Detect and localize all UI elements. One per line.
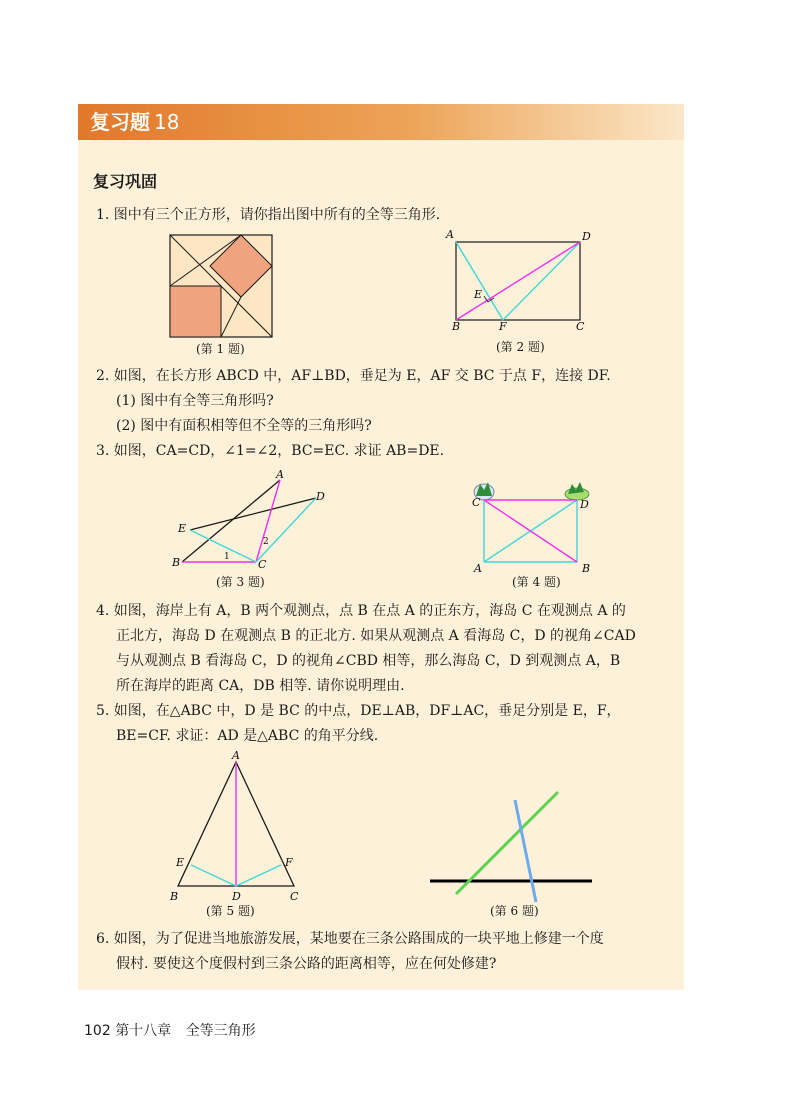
- fig1-small-square: [170, 286, 221, 337]
- fig5-label-A: A: [232, 749, 240, 762]
- fig3-label-angle2: 2: [263, 537, 269, 547]
- problem-2-part-1: (1) 图中有全等三角形吗?: [116, 393, 274, 409]
- problem-3-text: 3. 如图，CA=CD，∠1=∠2，BC=EC. 求证 AB=DE.: [96, 443, 445, 459]
- caption-fig1: (第 1 题): [196, 342, 245, 356]
- fig5-label-C: C: [290, 890, 299, 903]
- problem-4-line-1: 4. 如图，海岸上有 A，B 两个观测点，点 B 在点 A 的正东方，海岛 C 在观测点 A 的: [96, 603, 626, 619]
- page-footer: [84, 1022, 256, 1040]
- problem-6-line-1: 6. 如图，为了促进当地旅游发展，某地要在三条公路围成的一块平地上修建一个度: [96, 931, 604, 947]
- fig4-label-C: C: [472, 496, 481, 509]
- fig5-segment-DF: [236, 865, 281, 886]
- caption-fig3: (第 3 题): [216, 575, 265, 589]
- problem-4-line-3: 与从观测点 B 看海岛 C，D 的视角∠CBD 相等，那么海岛 C，D 到观测点 A，B: [116, 653, 621, 669]
- fig3-label-E: E: [178, 522, 187, 535]
- review-title-text: 复习题: [90, 110, 150, 134]
- fig5-label-E: E: [176, 856, 185, 869]
- figure-1: [170, 235, 274, 339]
- fig4-label-D: D: [580, 498, 589, 511]
- problem-6-line-2: 假村. 要使这个度假村到三条公路的距离相等，应在何处修建?: [116, 956, 497, 972]
- fig2-segment-DF: [503, 242, 580, 320]
- fig3-label-angle1: 1: [224, 552, 230, 562]
- caption-fig4: (第 4 题): [512, 575, 561, 589]
- fig3-label-C: C: [258, 558, 267, 571]
- problem-1-text: 1. 图中有三个正方形，请你指出图中所有的全等三角形.: [96, 207, 441, 223]
- fig2-label-D: D: [582, 230, 591, 243]
- review-title: [90, 107, 179, 137]
- fig3-label-D: D: [316, 490, 325, 503]
- fig2-label-A: A: [446, 228, 454, 241]
- fig5-label-D: D: [232, 890, 241, 903]
- figure-2: [444, 228, 594, 338]
- figure-3: [170, 468, 340, 578]
- section-heading: 复习巩固: [93, 172, 158, 191]
- fig2-label-B: B: [452, 320, 461, 333]
- review-title-number: 18: [154, 110, 180, 134]
- fig3-label-B: B: [172, 556, 181, 569]
- page-number: 102: [84, 1023, 111, 1039]
- fig3-label-A: A: [276, 468, 284, 481]
- fig2-segment-BD: [456, 242, 580, 320]
- figure-5: [168, 748, 308, 908]
- fig5-segment-DE: [191, 865, 236, 886]
- caption-fig6: (第 6 题): [490, 904, 539, 918]
- fig5-label-F: F: [285, 856, 293, 869]
- figure-6: [430, 790, 600, 910]
- fig4-label-A: A: [474, 562, 482, 575]
- caption-fig5: (第 5 题): [206, 904, 255, 918]
- caption-fig2: (第 2 题): [496, 340, 545, 354]
- chapter-topic: 全等三角形: [185, 1023, 256, 1039]
- fig4-label-B: B: [582, 562, 591, 575]
- problem-2-part-2: (2) 图中有面积相等但不全等的三角形吗?: [116, 418, 372, 434]
- figure-4: [462, 476, 602, 576]
- fig6-road-2: [456, 792, 558, 894]
- fig2-segment-AF: [456, 242, 503, 320]
- chapter-label: 第十八章: [115, 1023, 172, 1039]
- fig2-label-F: F: [499, 320, 507, 333]
- fig3-segment-EC: [190, 530, 256, 562]
- problem-5-line-1: 5. 如图，在△ABC 中，D 是 BC 的中点，DE⊥AB，DF⊥AC，垂足分别是 E，F，: [96, 703, 621, 719]
- fig2-label-E: E: [474, 288, 483, 301]
- problem-4-line-4: 所在海岸的距离 CA，DB 相等. 请你说明理由.: [116, 678, 405, 694]
- fig2-label-C: C: [576, 320, 585, 333]
- problem-4-line-2: 正北方，海岛 D 在观测点 B 的正北方. 如果从观测点 A 看海岛 C，D 的视角∠CAD: [116, 628, 636, 644]
- problem-2-text: 2. 如图，在长方形 ABCD 中，AF⊥BD，垂足为 E，AF 交 BC 于点 F，连接 DF.: [96, 368, 611, 384]
- fig5-label-B: B: [170, 890, 179, 903]
- problem-5-line-2: BE=CF. 求证：AD 是△ABC 的角平分线.: [116, 728, 379, 744]
